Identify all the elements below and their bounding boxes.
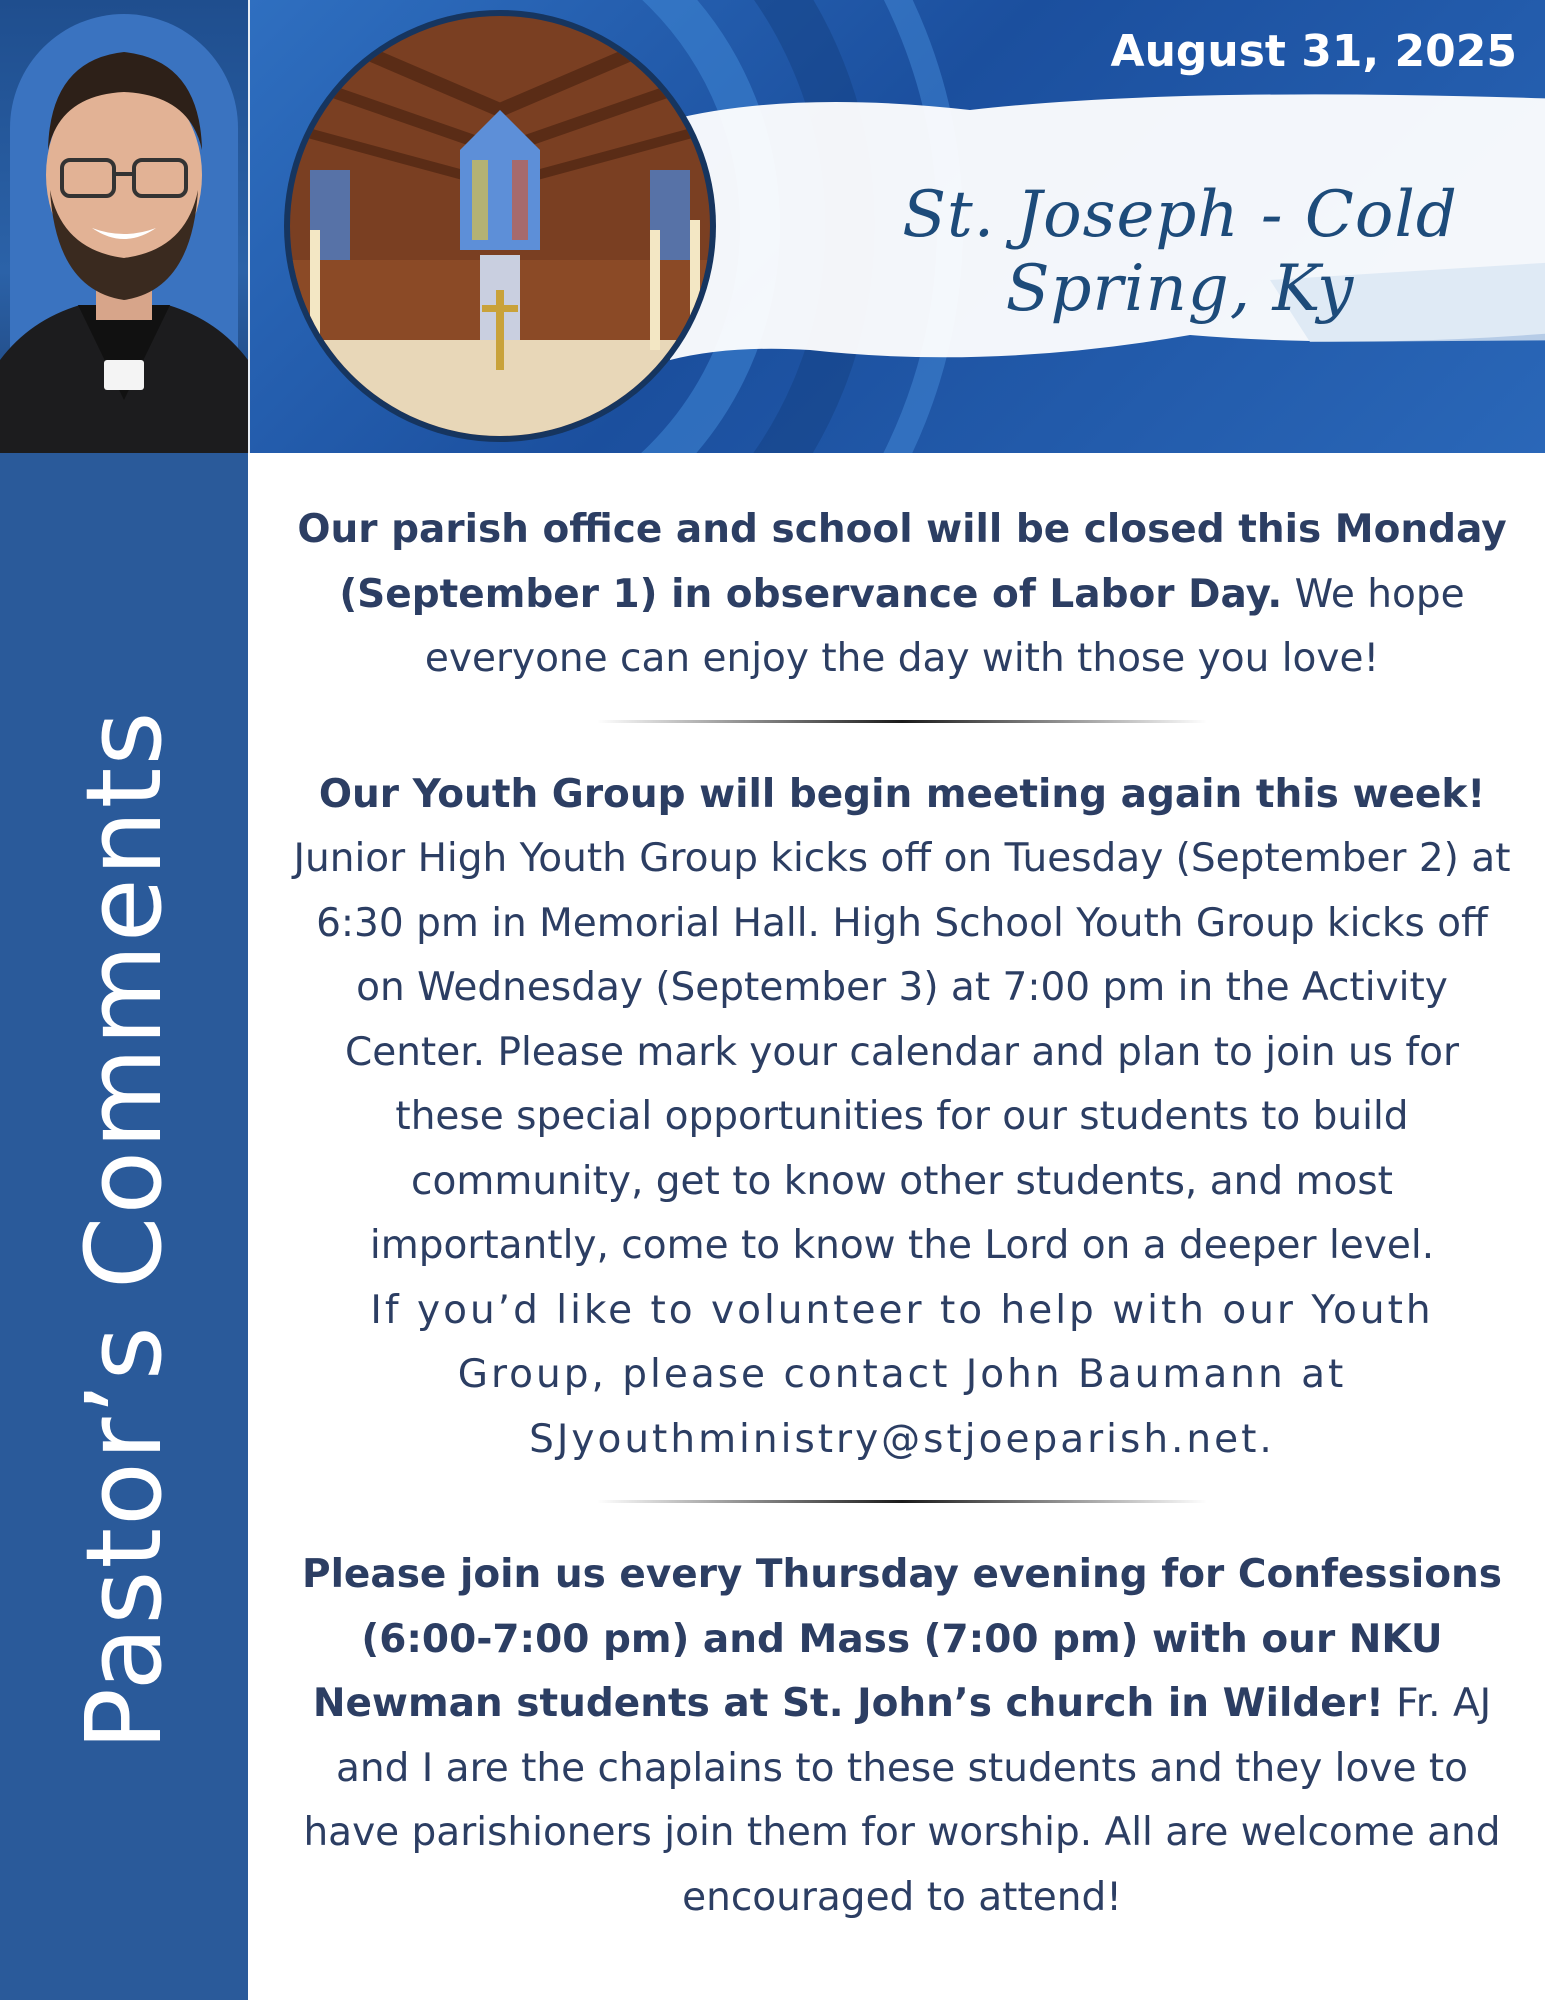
bulletin-date: August 31, 2025 <box>1110 26 1517 77</box>
pastor-photo-illustration <box>0 0 248 453</box>
sidebar <box>0 0 248 2000</box>
pastor-comments-body <box>292 498 1512 1930</box>
newman-text: Fr. AJ and I are the chaplains to these students and they love to have parishioners join them for worship. All are welcome and encouraged to attend! <box>303 1681 1501 1920</box>
youth-group-volunteer-text: If you’d like to volunteer to help with our Youth Group, please contact John Baumann at SJyouthministry@stjoeparish.net. <box>370 1287 1434 1462</box>
labor-day-headline: Our parish office and school will be closed this Monday (September 1) in observance of Labor Day. <box>297 507 1507 617</box>
pastors-comments-title: Pastor’s Comments <box>63 709 185 1751</box>
section-divider <box>597 1500 1207 1503</box>
labor-day-text: We hope everyone can enjoy the day with those you love! <box>424 571 1465 681</box>
church-interior-image <box>250 0 750 453</box>
parish-name: St. Joseph - Cold Spring, Ky <box>902 178 1458 326</box>
pastor-portrait <box>0 0 250 453</box>
youth-group-announcement <box>292 763 1512 1473</box>
youth-group-headline: Our Youth Group will begin meeting again this week! <box>318 771 1486 817</box>
section-divider <box>597 720 1207 723</box>
youth-group-text: Junior High Youth Group kicks off on Tuesday (September 2) at 6:30 pm in Memorial Hall. High School Youth Group kicks off on Wednesday (September 3) at 7:00 pm in the Activity Center. Please mark your calendar and plan to join us for these special opportunities for our students to build community, get to know other students, and most importantly, come to know the Lord on a deeper level. <box>293 836 1511 1268</box>
newman-headline: Please join us every Thursday evening for Confessions (6:00-7:00 pm) and Mass (7:00 pm) with our NKU Newman students at St. John’s church in Wilder! <box>301 1552 1502 1726</box>
newman-announcement <box>292 1543 1512 1930</box>
header-banner <box>250 0 1545 453</box>
labor-day-announcement <box>292 498 1512 692</box>
